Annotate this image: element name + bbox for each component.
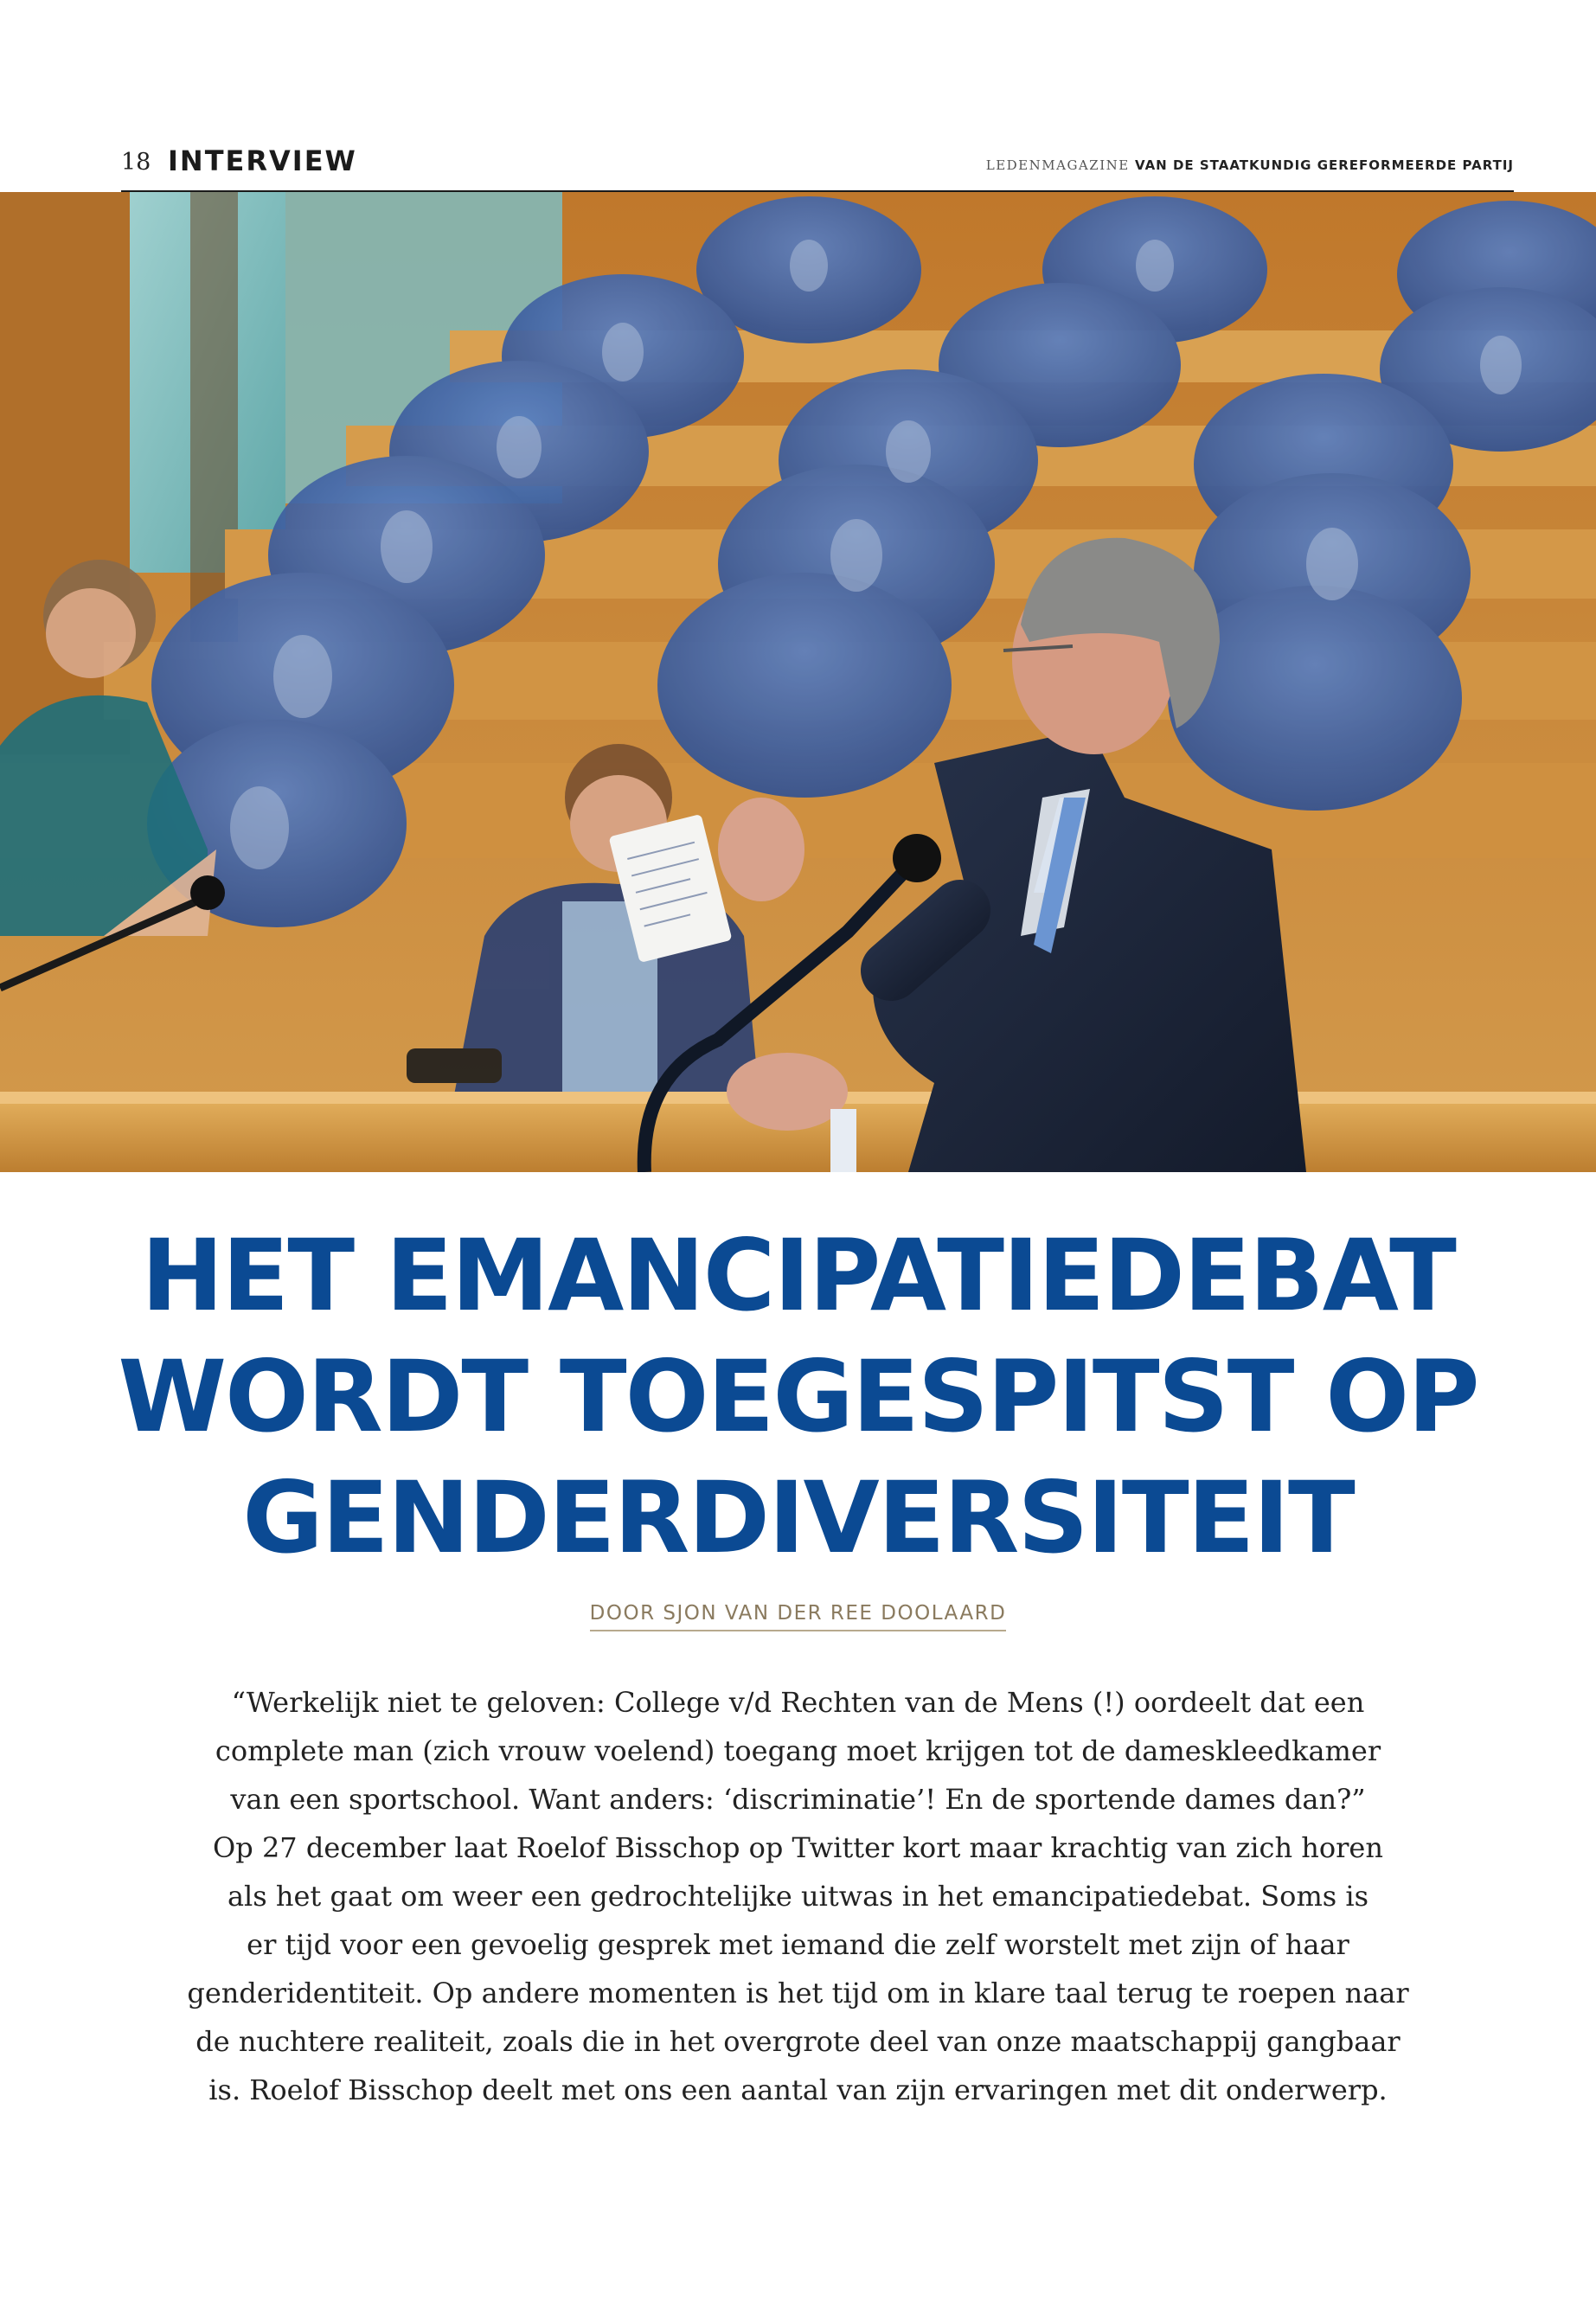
hero-photo	[0, 192, 1596, 1172]
intro-line: er tijd voor een gevoelig gesprek met iemand die zelf worstelt met zijn of haar	[247, 1928, 1349, 1961]
section-label: INTERVIEW	[168, 144, 357, 177]
intro-line: Op 27 december laat Roelof Bisschop op Twitter kort maar krachtig van zich horen	[213, 1831, 1383, 1864]
intro-line: is. Roelof Bisschop deelt met ons een aantal van zijn ervaringen met dit onderwerp.	[208, 2073, 1388, 2106]
intro-line: “Werkelijk niet te geloven: College v/d Rechten van de Mens (!) oordeelt dat een	[231, 1686, 1365, 1719]
intro-line: van een sportschool. Want anders: ‘discriminatie’! En de sportende dames dan?”	[230, 1783, 1366, 1816]
masthead	[986, 157, 1514, 173]
intro-line: als het gaat om weer een gedrochtelijke uitwas in het emancipatiedebat. Soms is	[227, 1880, 1369, 1913]
page-number: 18	[121, 149, 151, 176]
masthead-title: VAN DE STAATKUNDIG GEREFORMEERDE PARTIJ	[1134, 157, 1514, 173]
intro-line: de nuchtere realiteit, zoals die in het overgrote deel van onze maatschappij gangbaar	[195, 2025, 1401, 2058]
headline-line-2: WORDT TOEGESPITST OP	[118, 1339, 1478, 1454]
parliament-speaker-image	[0, 192, 1596, 1172]
masthead-prefix: LEDENMAGAZINE	[985, 157, 1130, 173]
headline-line-3: GENDERDIVERSITEIT	[242, 1460, 1354, 1575]
page-header	[121, 130, 1514, 193]
intro-line: complete man (zich vrouw voelend) toegang moet krijgen tot de dameskleedkamer	[215, 1734, 1381, 1767]
headline	[52, 1215, 1544, 1579]
intro-line: genderidentiteit. Op andere momenten is het tijd om in klare taal terug te roepen naar	[187, 1977, 1409, 2009]
headline-line-1: HET EMANCIPATIEDEBAT	[141, 1218, 1455, 1333]
intro-paragraph	[173, 1678, 1423, 2114]
byline: DOOR SJON VAN DER REE DOOLAARD	[590, 1602, 1007, 1631]
